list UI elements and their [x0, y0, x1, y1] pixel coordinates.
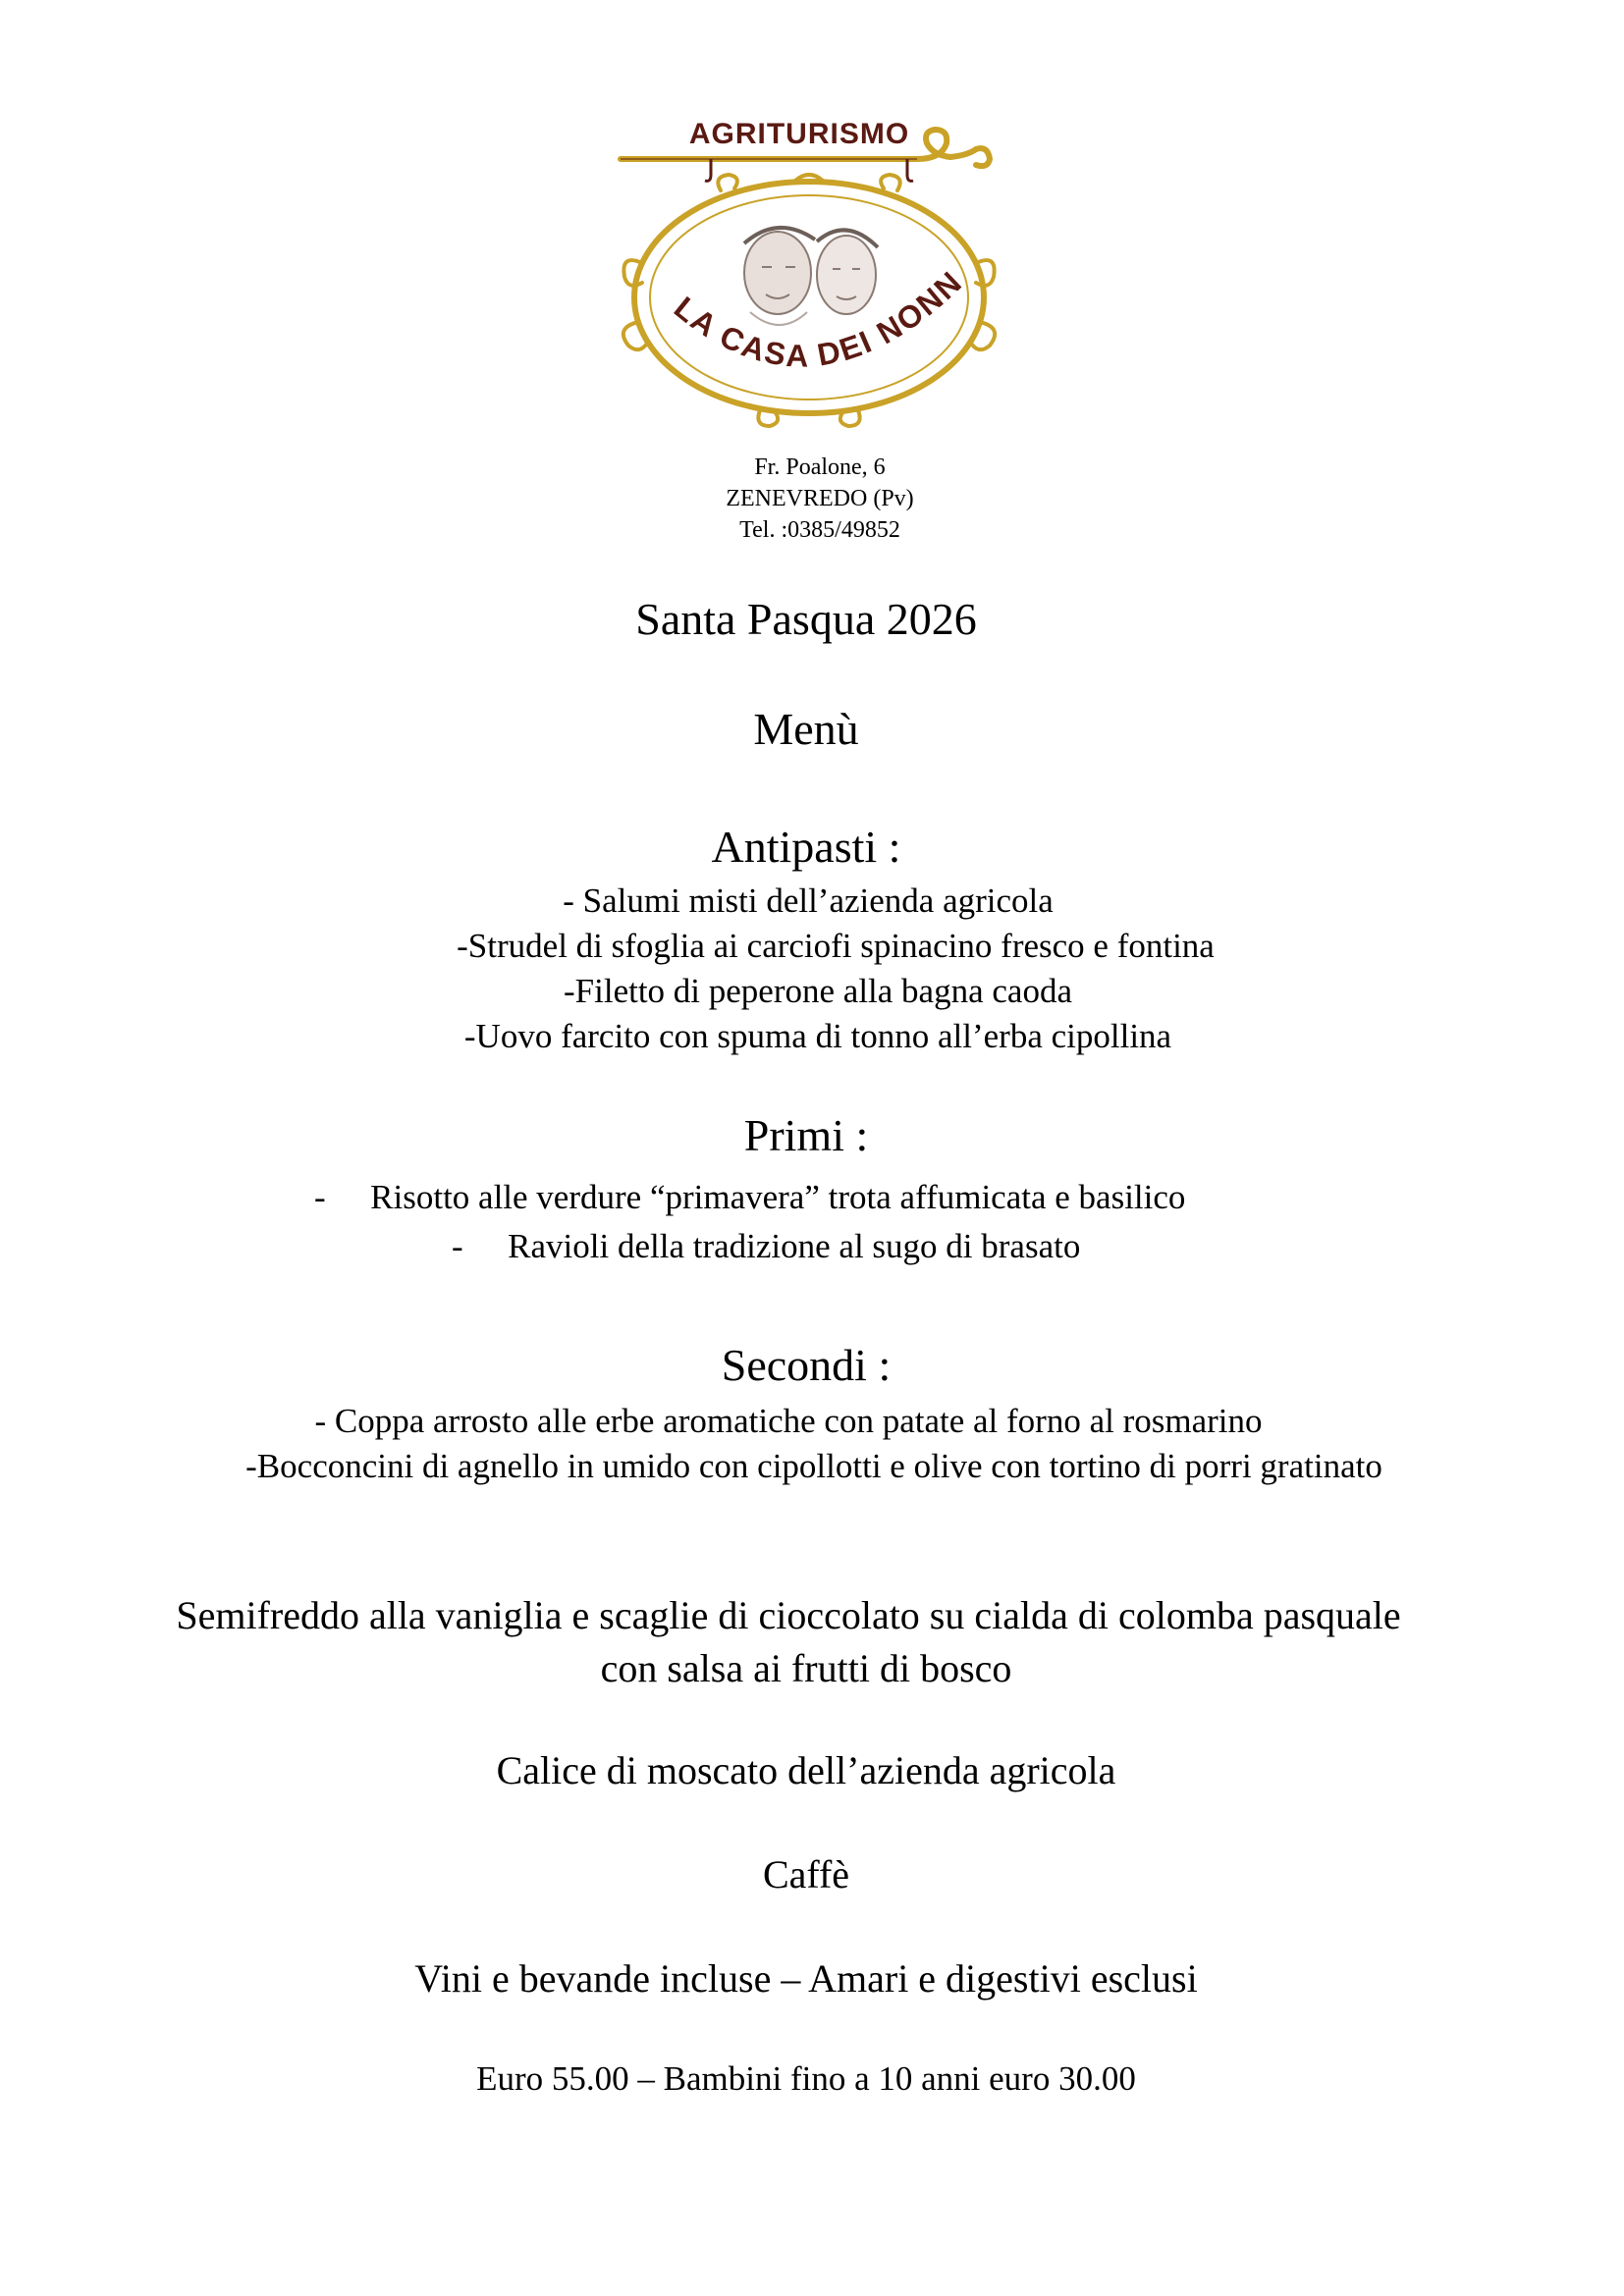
logo-bottom-text: LA CASA DEI NONN [668, 263, 970, 374]
drinks-note: Vini e bevande incluse – Amari e digestivi esclusi [414, 1956, 1198, 2001]
address-block [8, 452, 1624, 546]
antipasti-item: -Strudel di sfoglia ai carciofi spinacino fresco e fontina [457, 927, 1215, 965]
address-phone: Tel. :0385/49852 [739, 517, 900, 543]
page-title: Santa Pasqua 2026 [635, 594, 977, 644]
coffee-line: Caffè [762, 1852, 850, 1896]
primi-item-text: Ravioli della tradizione al sugo di brasato [508, 1227, 1081, 1265]
menu-heading: Menù [753, 704, 859, 754]
agriturismo-logo [603, 116, 1055, 450]
primi-item-dash: - [452, 1227, 463, 1265]
primi-item-text: Risotto alle verdure “primavera” trota affumicata e basilico [370, 1178, 1186, 1216]
dessert-line: Semifreddo alla vaniglia e scaglie di cioccolato su cialda di colomba pasquale [176, 1593, 1401, 1637]
primi-item [452, 1227, 1080, 1266]
secondi-heading: Secondi : [721, 1340, 892, 1390]
dessert-line: con salsa ai frutti di bosco [600, 1646, 1012, 1690]
primi-heading: Primi : [743, 1110, 869, 1160]
address-street: Fr. Poalone, 6 [754, 454, 886, 480]
antipasti-heading: Antipasti : [711, 822, 901, 872]
secondi-item: - Coppa arrosto alle erbe aromatiche con patate al forno al rosmarino [314, 1402, 1263, 1440]
logo-top-text: AGRITURISMO [688, 118, 910, 150]
primi-item [314, 1178, 1185, 1217]
address-city: ZENEVREDO (Pv) [726, 486, 914, 511]
antipasti-item: - Salumi misti dell’azienda agricola [563, 881, 1054, 920]
antipasti-item: -Uovo farcito con spuma di tonno all’erba cipollina [463, 1017, 1172, 1055]
antipasti-item: -Filetto di peperone alla bagna caoda [564, 972, 1072, 1010]
primi-item-dash: - [314, 1178, 326, 1216]
wine-line: Calice di moscato dell’azienda agricola [496, 1748, 1116, 1792]
price-line: Euro 55.00 – Bambini fino a 10 anni euro 30.00 [476, 2059, 1136, 2098]
secondi-item: -Bocconcini di agnello in umido con cipollotti e olive con tortino di porri gratinato [245, 1447, 1382, 1485]
